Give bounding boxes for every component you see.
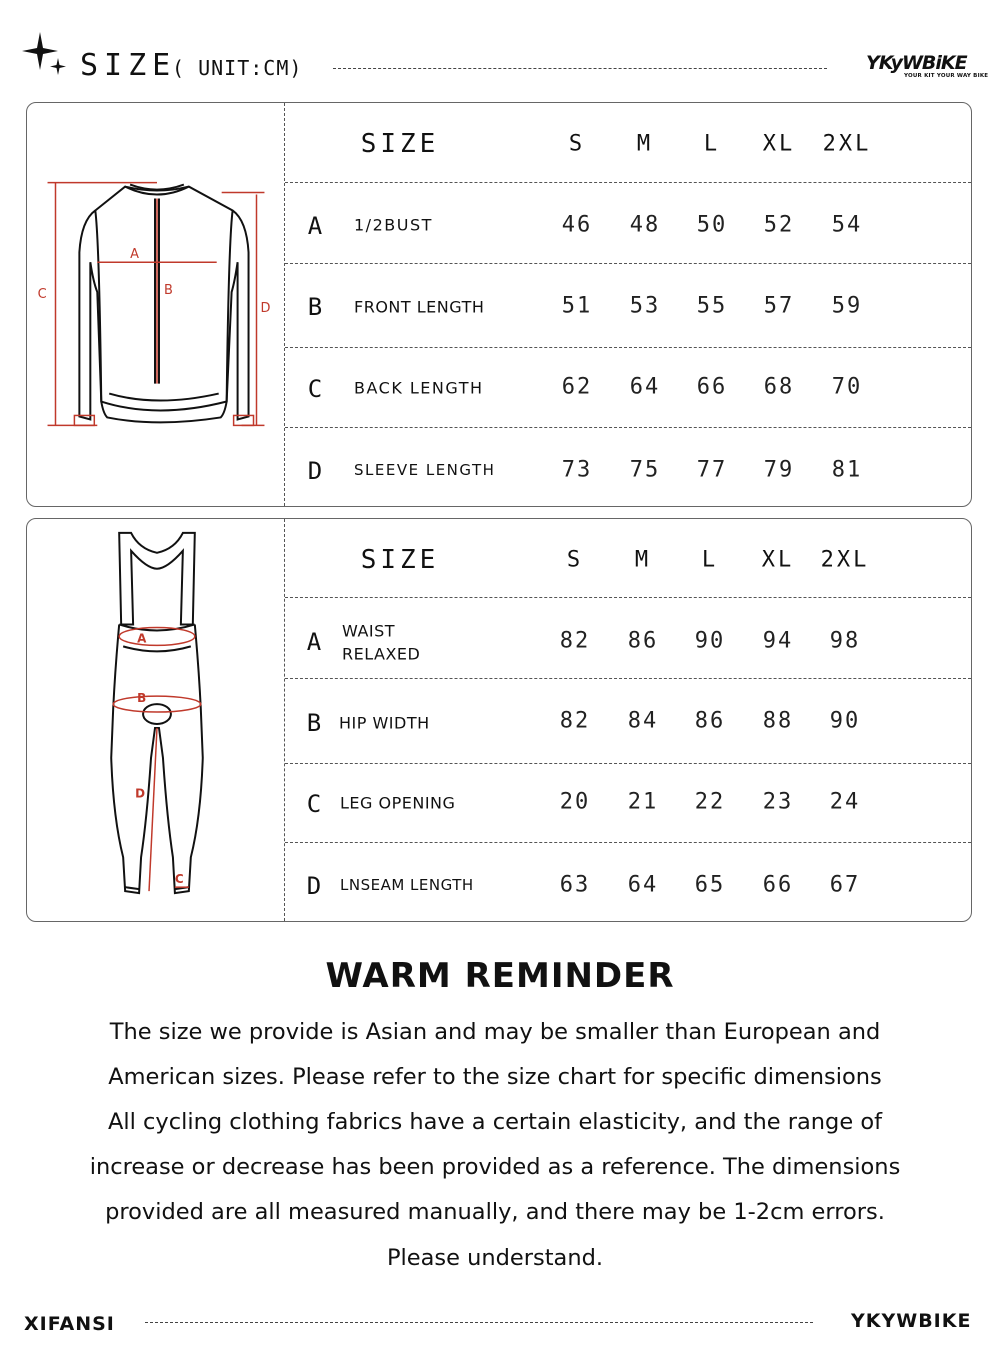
table-cell: 53	[629, 293, 661, 319]
reminder-line: American sizes. Please refer to the size chart for specific dimensions	[108, 1064, 882, 1090]
table-cell: 57	[763, 293, 795, 319]
table-cell: 62	[561, 374, 593, 400]
row-label: LNSEAM LENGTH	[340, 876, 474, 894]
row-letter: C	[306, 790, 322, 818]
footer-brand-left: XIFANSI	[24, 1313, 115, 1335]
table-cell: 63	[559, 872, 591, 898]
jersey-illustration	[27, 103, 284, 506]
row-label: LEG OPENING	[340, 793, 456, 813]
table-cell: 59	[831, 293, 863, 319]
table-cell: 52	[763, 212, 795, 238]
table-cell: 66	[696, 374, 728, 400]
column-header-m: M	[636, 131, 654, 157]
table-cell: 73	[561, 457, 593, 483]
table-cell: 22	[694, 789, 726, 815]
header-unit: ( UNIT:CM)	[172, 56, 303, 80]
table-cell: 46	[561, 212, 593, 238]
row-label: HIP WIDTH	[339, 713, 430, 733]
header-divider	[333, 68, 827, 69]
row-divider	[285, 763, 971, 764]
row-letter: A	[307, 212, 323, 240]
pants-label-c: C	[174, 872, 184, 887]
row-divider	[285, 597, 971, 598]
pants-size-panel	[26, 518, 972, 922]
bib-pants-illustration	[27, 519, 284, 921]
column-header-s: S	[566, 547, 584, 573]
table-header-size: SIZE	[360, 545, 440, 575]
row-label: BACK LENGTH	[354, 378, 484, 398]
column-header-2xl: 2XL	[820, 547, 870, 573]
table-cell: 67	[829, 872, 861, 898]
jersey-label-d: D	[260, 300, 271, 316]
table-cell: 64	[629, 374, 661, 400]
row-letter: A	[306, 628, 322, 656]
table-cell: 24	[829, 789, 861, 815]
table-cell: 86	[694, 708, 726, 734]
table-cell: 64	[627, 872, 659, 898]
reminder-line: The size we provide is Asian and may be smaller than European and	[109, 1019, 881, 1045]
column-header-xl: XL	[762, 131, 796, 157]
column-divider	[284, 103, 285, 506]
footer-brand-right: YKYWBIKE	[851, 1310, 972, 1332]
table-cell: 86	[627, 628, 659, 654]
jersey-size-panel	[26, 102, 972, 507]
row-divider	[285, 678, 971, 679]
reminder-line: increase or decrease has been provided as a reference. The dimensions	[89, 1154, 901, 1180]
reminder-line: All cycling clothing fabrics have a certain elasticity, and the range of	[107, 1109, 883, 1135]
row-label: SLEEVE LENGTH	[354, 461, 496, 479]
row-divider	[285, 263, 971, 264]
table-cell: 23	[762, 789, 794, 815]
column-header-s: S	[568, 131, 586, 157]
table-cell: 82	[559, 708, 591, 734]
table-header-size: SIZE	[360, 129, 440, 159]
table-cell: 54	[831, 212, 863, 238]
table-cell: 48	[629, 212, 661, 238]
table-cell: 75	[629, 457, 661, 483]
table-cell: 84	[627, 708, 659, 734]
pants-label-a: A	[137, 631, 147, 646]
row-divider	[285, 347, 971, 348]
row-divider	[285, 427, 971, 428]
pants-label-b: B	[137, 691, 147, 706]
reminder-title: WARM REMINDER	[325, 956, 675, 996]
brand-logo: YKyWBiKE	[866, 52, 967, 74]
table-cell: 94	[762, 628, 794, 654]
table-cell: 88	[762, 708, 794, 734]
column-header-l: L	[703, 131, 721, 157]
table-cell: 77	[696, 457, 728, 483]
column-header-xl: XL	[761, 547, 795, 573]
brand-tagline: YOUR KIT YOUR WAY BIKE	[904, 73, 989, 79]
row-divider	[285, 182, 971, 183]
table-cell: 82	[559, 628, 591, 654]
row-letter: C	[307, 375, 323, 403]
table-cell: 68	[763, 374, 795, 400]
column-header-l: L	[701, 547, 719, 573]
row-letter: B	[307, 293, 323, 321]
table-cell: 20	[559, 789, 591, 815]
table-cell: 81	[831, 457, 863, 483]
jersey-label-c: C	[37, 287, 47, 303]
table-cell: 98	[829, 628, 861, 654]
header-title: SIZE	[80, 48, 177, 83]
table-cell: 55	[696, 293, 728, 319]
row-letter: B	[306, 709, 322, 737]
footer-divider	[145, 1322, 813, 1323]
jersey-label-a: A	[130, 247, 139, 263]
row-label-line2: RELAXED	[342, 644, 421, 664]
table-cell: 65	[694, 872, 726, 898]
column-header-m: M	[634, 547, 652, 573]
reminder-line: provided are all measured manually, and there may be 1-2cm errors.	[105, 1199, 885, 1225]
table-cell: 51	[561, 293, 593, 319]
row-label-line1: WAIST	[342, 621, 396, 641]
sparkle-icon	[18, 28, 70, 80]
jersey-label-b: B	[163, 283, 173, 299]
table-cell: 70	[831, 374, 863, 400]
table-cell: 90	[829, 708, 861, 734]
reminder-line: Please understand.	[386, 1245, 604, 1271]
table-cell: 66	[762, 872, 794, 898]
row-divider	[285, 842, 971, 843]
column-header-2xl: 2XL	[822, 131, 872, 157]
table-cell: 21	[627, 789, 659, 815]
row-letter: D	[306, 872, 322, 900]
row-letter: D	[307, 457, 323, 485]
row-label: 1/2BUST	[354, 215, 433, 235]
column-divider	[284, 519, 285, 921]
row-label: FRONT LENGTH	[354, 297, 485, 317]
table-cell: 50	[696, 212, 728, 238]
pants-label-d: D	[135, 786, 146, 801]
table-cell: 90	[694, 628, 726, 654]
table-cell: 79	[763, 457, 795, 483]
